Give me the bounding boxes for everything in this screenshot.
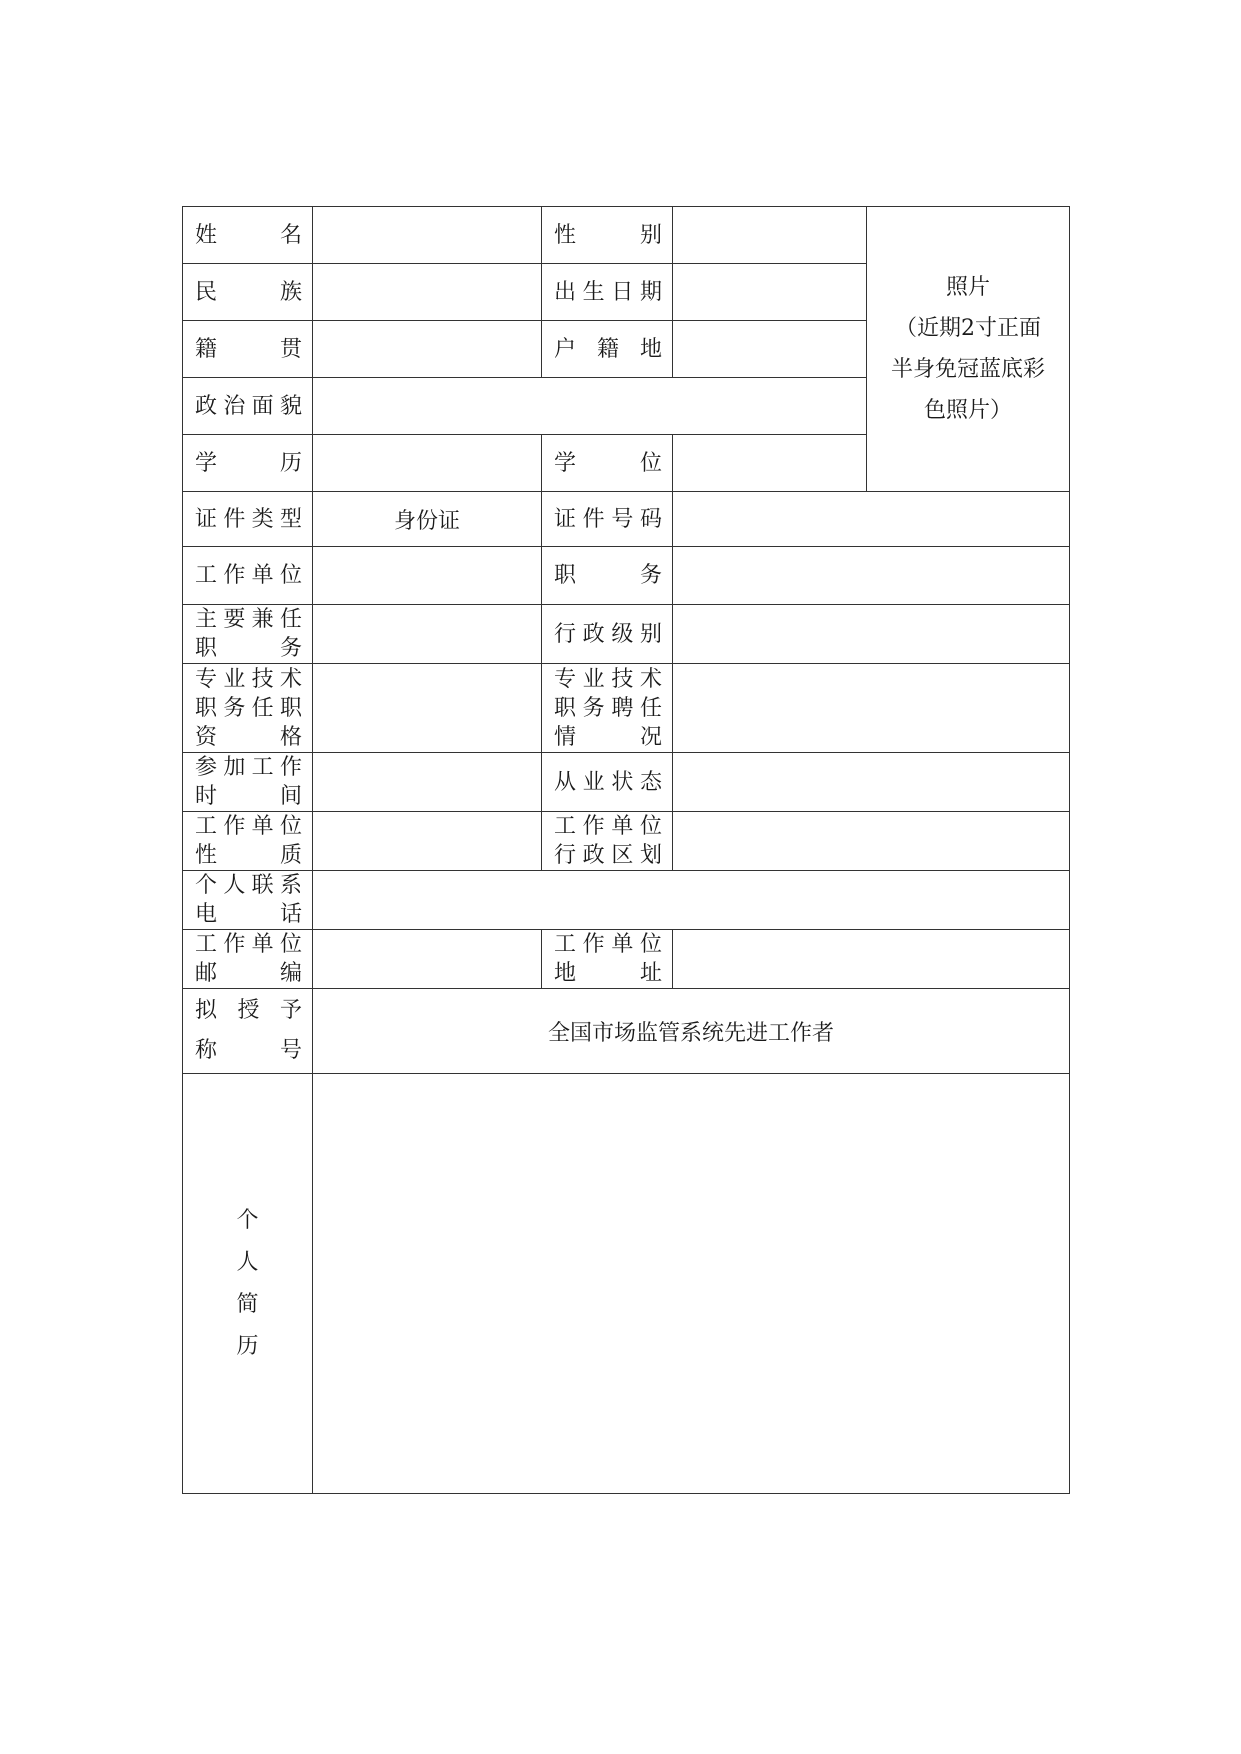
education-label: 学历 xyxy=(183,435,313,492)
employer-postcode-field[interactable] xyxy=(313,930,542,989)
work-start-label-line: 时间 xyxy=(195,784,302,809)
tech-qualification-label-line: 职务任职 xyxy=(195,695,302,721)
proposed-title-label-line: 拟授予 xyxy=(195,998,302,1023)
id-type-value[interactable]: 身份证 xyxy=(313,492,542,547)
id-number-field[interactable] xyxy=(673,492,1070,547)
resume-label-char: 简 xyxy=(236,1291,259,1317)
employer-field[interactable] xyxy=(313,547,542,605)
education-field[interactable] xyxy=(313,435,542,492)
employer-label: 工作单位 xyxy=(183,547,313,605)
phone-field[interactable] xyxy=(313,871,1070,930)
tech-qualification-label xyxy=(183,664,313,753)
employment-status-label: 从业状态 xyxy=(542,753,673,812)
id-number-label: 证件号码 xyxy=(542,492,673,547)
degree-field[interactable] xyxy=(673,435,867,492)
ethnicity-label: 民族 xyxy=(183,264,313,321)
resume-label-char: 个 xyxy=(236,1207,259,1233)
concurrent-post-label xyxy=(183,605,313,664)
employer-region-field[interactable] xyxy=(673,812,1070,871)
resume-label-char: 人 xyxy=(236,1249,259,1275)
resume-label xyxy=(183,1074,313,1494)
tech-appointment-label xyxy=(542,664,673,753)
proposed-title-value[interactable]: 全国市场监管系统先进工作者 xyxy=(313,989,1070,1074)
employer-postcode-label xyxy=(183,930,313,989)
position-field[interactable] xyxy=(673,547,1070,605)
employer-nature-field[interactable] xyxy=(313,812,542,871)
admin-level-label: 行政级别 xyxy=(542,605,673,664)
name-label: 姓名 xyxy=(183,207,313,264)
name-field[interactable] xyxy=(313,207,542,264)
employer-nature-label-line: 性质 xyxy=(195,843,302,868)
employer-address-label-line: 工作单位 xyxy=(554,932,662,957)
birth-date-label: 出生日期 xyxy=(542,264,673,321)
employer-region-label-line: 工作单位 xyxy=(554,814,662,839)
employer-address-label xyxy=(542,930,673,989)
proposed-title-label xyxy=(183,989,313,1074)
resume-field[interactable] xyxy=(313,1074,1070,1494)
gender-field[interactable] xyxy=(673,207,867,264)
tech-appointment-label-line: 情况 xyxy=(554,724,662,750)
resume-label-char: 历 xyxy=(236,1333,259,1359)
degree-label: 学位 xyxy=(542,435,673,492)
employer-nature-label xyxy=(183,812,313,871)
id-type-label: 证件类型 xyxy=(183,492,313,547)
award-nomination-form xyxy=(182,206,1069,1494)
photo-caption-line: 色照片） xyxy=(923,398,1012,423)
political-status-field[interactable] xyxy=(313,378,867,435)
position-label: 职务 xyxy=(542,547,673,605)
tech-appointment-label-line: 专业技术 xyxy=(554,666,662,692)
ethnicity-field[interactable] xyxy=(313,264,542,321)
employer-address-label-line: 地址 xyxy=(554,961,662,986)
employer-address-field[interactable] xyxy=(673,930,1070,989)
work-start-label-line: 参加工作 xyxy=(195,755,302,780)
proposed-title-label-line: 称号 xyxy=(195,1038,302,1063)
tech-appointment-field[interactable] xyxy=(673,664,1070,753)
tech-qualification-field[interactable] xyxy=(313,664,542,753)
gender-label: 性别 xyxy=(542,207,673,264)
tech-qualification-label-line: 资格 xyxy=(195,724,302,750)
phone-label-line: 电话 xyxy=(195,902,302,927)
phone-label xyxy=(183,871,313,930)
household-registration-field[interactable] xyxy=(673,321,867,378)
tech-appointment-label-line: 职务聘任 xyxy=(554,695,662,721)
native-place-field[interactable] xyxy=(313,321,542,378)
photo-caption-line: 半身免冠蓝底彩 xyxy=(890,357,1045,382)
political-status-label: 政治面貌 xyxy=(183,378,313,435)
concurrent-post-label-line: 主要兼任 xyxy=(195,607,302,632)
form-table xyxy=(182,206,1070,1494)
employer-postcode-label-line: 工作单位 xyxy=(195,932,302,957)
photo-caption-line: 照片 xyxy=(945,275,990,300)
work-start-field[interactable] xyxy=(313,753,542,812)
household-registration-label: 户籍地 xyxy=(542,321,673,378)
concurrent-post-field[interactable] xyxy=(313,605,542,664)
employer-region-label-line: 行政区划 xyxy=(554,843,662,868)
birth-date-field[interactable] xyxy=(673,264,867,321)
phone-label-line: 个人联系 xyxy=(195,873,302,898)
tech-qualification-label-line: 专业技术 xyxy=(195,666,302,692)
photo-caption-line: （近期2寸正面 xyxy=(895,316,1041,341)
employer-nature-label-line: 工作单位 xyxy=(195,814,302,839)
native-place-label: 籍贯 xyxy=(183,321,313,378)
employment-status-field[interactable] xyxy=(673,753,1070,812)
work-start-label xyxy=(183,753,313,812)
employer-postcode-label-line: 邮编 xyxy=(195,961,302,986)
admin-level-field[interactable] xyxy=(673,605,1070,664)
concurrent-post-label-line: 职务 xyxy=(195,636,302,661)
employer-region-label xyxy=(542,812,673,871)
photo-placeholder[interactable] xyxy=(867,207,1070,492)
